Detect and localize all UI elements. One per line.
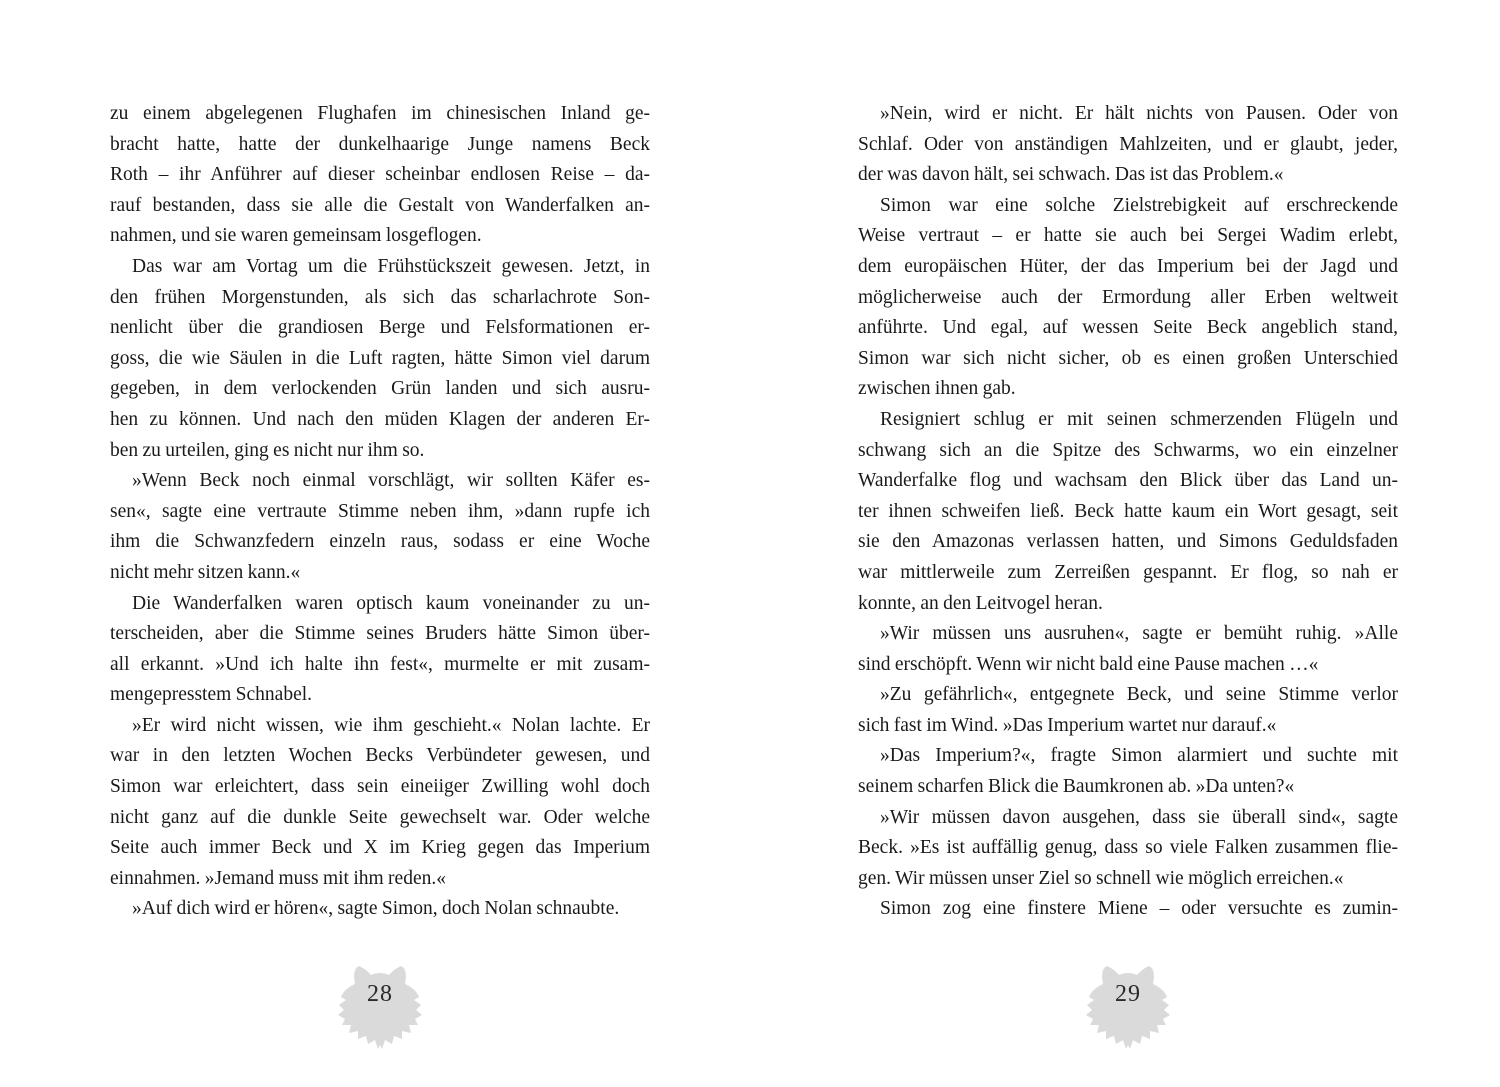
text-line: »Wir müssen uns ausruhen«, sagte er bemüht ruhig. »Alle — [880, 623, 1398, 645]
text-line: der was davon hält, sei schwach. Das ist das Problem.« — [858, 164, 1284, 186]
book-page-right — [858, 0, 1398, 1087]
text-line: schwang sich an die Spitze des Schwarms, wo ein einzelner — [858, 439, 1398, 461]
text-line: anführte. Und egal, auf wessen Seite Beck angeblich stand, — [858, 317, 1398, 339]
text-line: goss, die wie Säulen in die Luft ragten, hätte Simon viel darum — [110, 347, 650, 369]
text-line: Beck. »Es ist auffällig genug, dass so viele Falken zusammen flie- — [858, 837, 1398, 859]
text-line: »Das Imperium?«, fragte Simon alarmiert und suchte mit — [880, 745, 1398, 767]
text-line: Simon zog eine finstere Miene – oder versuchte es zumin- — [880, 898, 1398, 920]
text-line: seinem scharfen Blick die Baumkronen ab. »Da unten?« — [858, 776, 1295, 798]
text-line: Resigniert schlug er mit seinen schmerzenden Flügeln und — [880, 408, 1398, 430]
text-line: Die Wanderfalken waren optisch kaum voneinander zu un- — [132, 592, 650, 614]
text-line: nahmen, und sie waren gemeinsam losgeflogen. — [110, 225, 482, 247]
text-line: Schlaf. Oder von anständigen Mahlzeiten, und er glaubt, jeder, — [858, 133, 1398, 155]
text-line: ben zu urteilen, ging es nicht nur ihm so. — [110, 439, 425, 461]
page-text-right — [858, 99, 1398, 925]
text-line: nenlicht über die grandiosen Berge und Felsformationen er- — [110, 317, 650, 339]
text-line: »Wenn Beck noch einmal vorschlägt, wir sollten Käfer es- — [132, 470, 650, 492]
text-line: Simon war eine solche Zielstrebigkeit auf erschreckende — [880, 194, 1398, 216]
page-number: 28 — [367, 981, 393, 1007]
page-footer-ornament — [1078, 963, 1178, 1053]
text-line: Wanderfalke flog und wachsam den Blick über das Land un- — [858, 470, 1398, 492]
text-line: »Auf dich wird er hören«, sagte Simon, doch Nolan schnaubte. — [132, 898, 620, 920]
text-line: Simon war sich nicht sicher, ob es einen großen Unterschied — [858, 347, 1398, 369]
text-line: war mittlerweile zum Zerreißen gespannt. Er flog, so nah er — [858, 561, 1398, 583]
text-line: all erkannt. »Und ich halte ihn fest«, murmelte er mit zusam- — [110, 653, 650, 675]
text-line: gen. Wir müssen unser Ziel so schnell wie möglich erreichen.« — [858, 867, 1344, 889]
text-line: sich fast im Wind. »Das Imperium wartet nur darauf.« — [858, 714, 1277, 736]
text-line: rauf bestanden, dass sie alle die Gestalt von Wanderfalken an- — [110, 194, 650, 216]
text-line: dem europäischen Hüter, der das Imperium bei der Jagd und — [858, 255, 1398, 277]
text-line: »Zu gefährlich«, entgegnete Beck, und seine Stimme verlor — [880, 684, 1398, 706]
text-line: »Wir müssen davon ausgehen, dass sie überall sind«, sagte — [880, 806, 1398, 828]
text-line: konnte, an den Leitvogel heran. — [858, 592, 1103, 614]
text-line: bracht hatte, hatte der dunkelhaarige Junge namens Beck — [110, 133, 650, 155]
text-line: »Er wird nicht wissen, wie ihm geschieht.« Nolan lachte. Er — [132, 714, 650, 736]
text-line: Simon war erleichtert, dass sein eineiiger Zwilling wohl doch — [110, 776, 650, 798]
text-line: einnahmen. »Jemand muss mit ihm reden.« — [110, 867, 446, 889]
text-line: Roth – ihr Anführer auf dieser scheinbar endlosen Reise – da- — [110, 164, 650, 186]
page-footer-ornament — [330, 963, 430, 1053]
text-line: ter ihnen schweifen ließ. Beck hatte kaum ein Wort gesagt, seit — [858, 500, 1398, 522]
text-line: den frühen Morgenstunden, als sich das scharlachrote Son- — [110, 286, 650, 308]
text-line: ihm die Schwanzfedern einzeln raus, sodass er eine Woche — [110, 531, 650, 553]
text-line: gegeben, in dem verlockenden Grün landen und sich ausru- — [110, 378, 650, 400]
text-line: nicht ganz auf die dunkle Seite gewechselt war. Oder welche — [110, 806, 650, 828]
text-line: war in den letzten Wochen Becks Verbündeter gewesen, und — [110, 745, 650, 767]
page-number: 29 — [1115, 981, 1141, 1007]
text-line: Das war am Vortag um die Frühstückszeit gewesen. Jetzt, in — [132, 255, 650, 277]
text-line: sind erschöpft. Wenn wir nicht bald eine Pause machen …« — [858, 653, 1319, 675]
text-line: hen zu können. Und nach den müden Klagen der anderen Er- — [110, 408, 650, 430]
text-line: nicht mehr sitzen kann.« — [110, 561, 301, 583]
book-page-left — [110, 0, 650, 1087]
animal-head-watermark-icon — [330, 963, 430, 1053]
text-line: Seite auch immer Beck und X im Krieg gegen das Imperium — [110, 837, 650, 859]
text-line: möglicherweise auch der Ermordung aller Erben weltweit — [858, 286, 1398, 308]
text-line: zwischen ihnen gab. — [858, 378, 1016, 400]
page-text-left — [110, 99, 650, 925]
text-line: »Nein, wird er nicht. Er hält nichts von Pausen. Oder von — [880, 103, 1398, 124]
text-line: sen«, sagte eine vertraute Stimme neben ihm, »dann rupfe ich — [110, 500, 650, 522]
text-line: sie den Amazonas verlassen hatten, und Simons Geduldsfaden — [858, 531, 1398, 553]
text-line: terscheiden, aber die Stimme seines Bruders hätte Simon über- — [110, 623, 650, 645]
animal-head-watermark-icon — [1078, 963, 1178, 1053]
text-line: Weise vertraut – er hatte sie auch bei Sergei Wadim erlebt, — [858, 225, 1398, 247]
text-line: zu einem abgelegenen Flughafen im chinesischen Inland ge- — [110, 103, 650, 124]
text-line: mengepresstem Schnabel. — [110, 684, 313, 706]
